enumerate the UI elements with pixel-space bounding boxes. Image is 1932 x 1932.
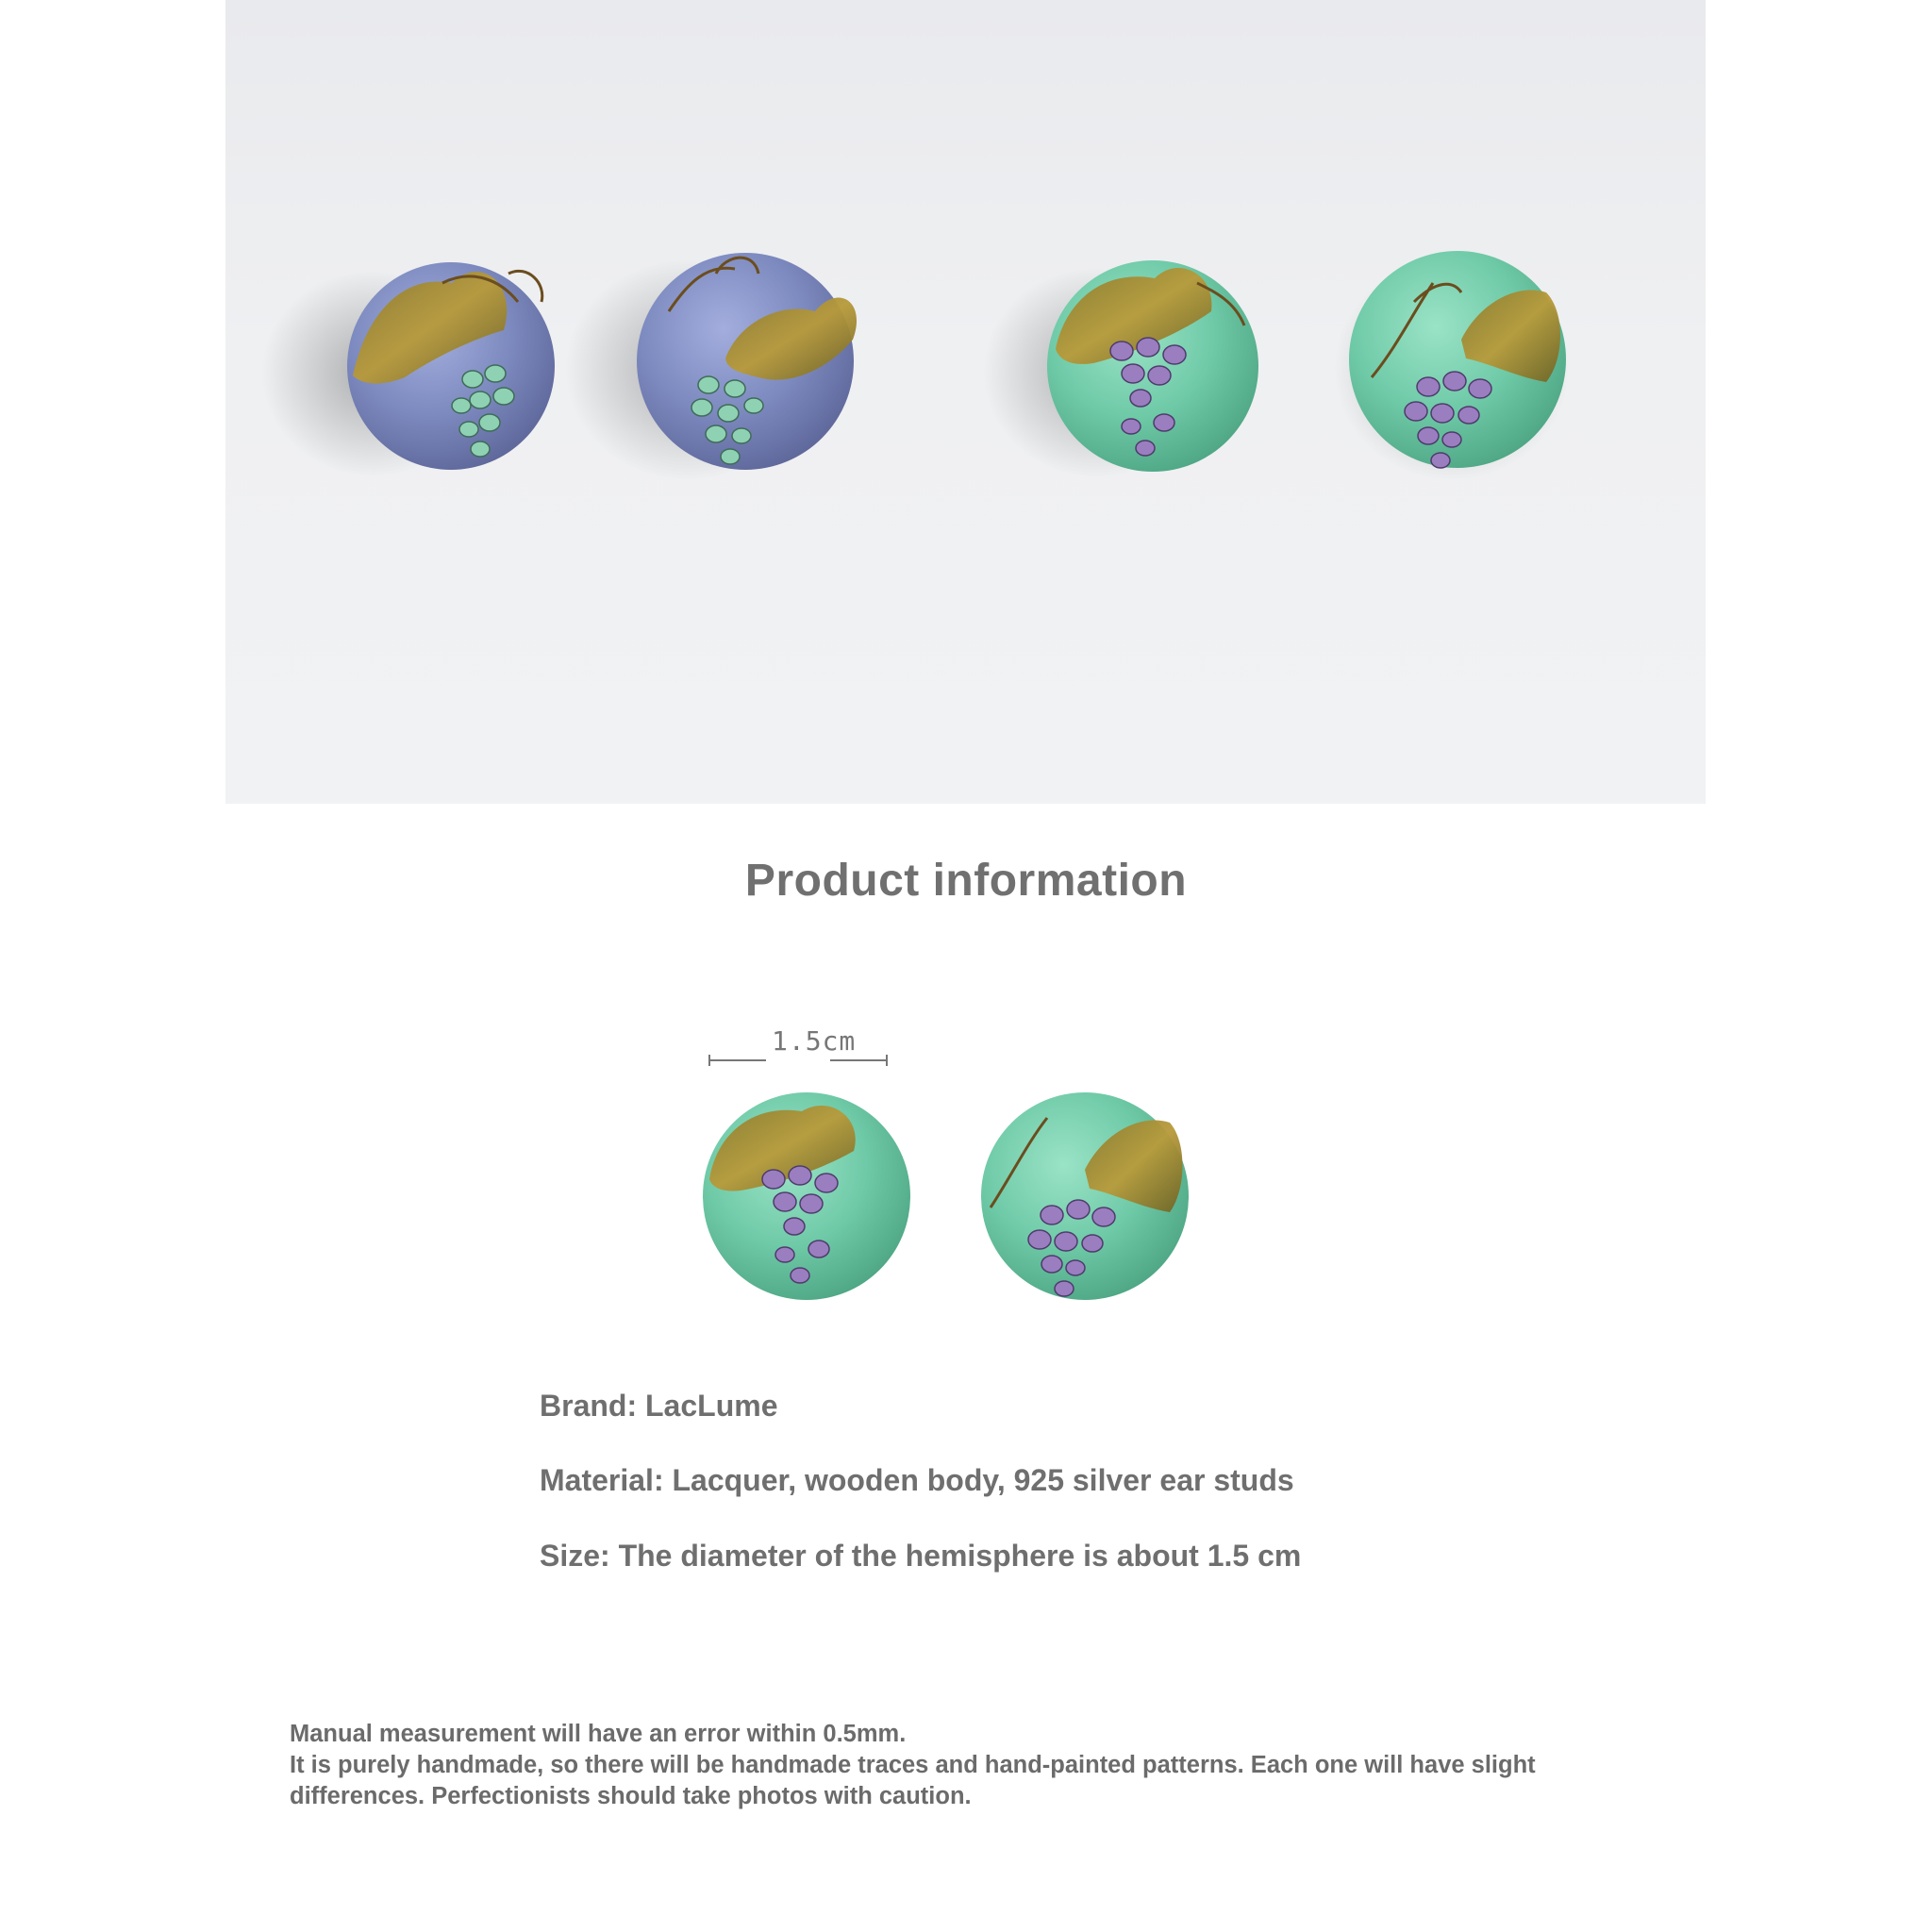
section-title: Product information: [744, 856, 1188, 906]
earring-mint-1: [983, 260, 1258, 478]
detail-product-photo: [689, 1075, 1198, 1311]
note-measurement-error: Manual measurement will have an error within 0.5mm.: [290, 1721, 907, 1747]
detail-earring-mint-left: [703, 1092, 910, 1300]
hero-earrings-illustration: [225, 0, 1706, 804]
spec-size: Size: The diameter of the hemisphere is about 1.5 cm: [540, 1539, 1302, 1573]
size-measurement: [708, 1025, 891, 1067]
note-handmade-line1: It is purely handmade, so there will be handmade traces and hand-painted patterns. Each one will have slight: [290, 1752, 1536, 1778]
earring-lavender-1: [261, 262, 555, 477]
spec-material: Material: Lacquer, wooden body, 925 silver ear studs: [540, 1463, 1294, 1497]
spec-brand: Brand: LacLume: [540, 1389, 778, 1423]
earring-lavender-2: [565, 253, 857, 481]
earring-mint-2: [1334, 251, 1570, 481]
detail-earring-mint-right: [981, 1092, 1189, 1300]
measurement-label: 1.5cm: [772, 1025, 857, 1057]
note-handmade-line2: differences. Perfectionists should take photos with caution.: [290, 1783, 972, 1809]
hero-product-photo: [225, 0, 1706, 804]
detail-earrings-illustration: [689, 1075, 1198, 1311]
